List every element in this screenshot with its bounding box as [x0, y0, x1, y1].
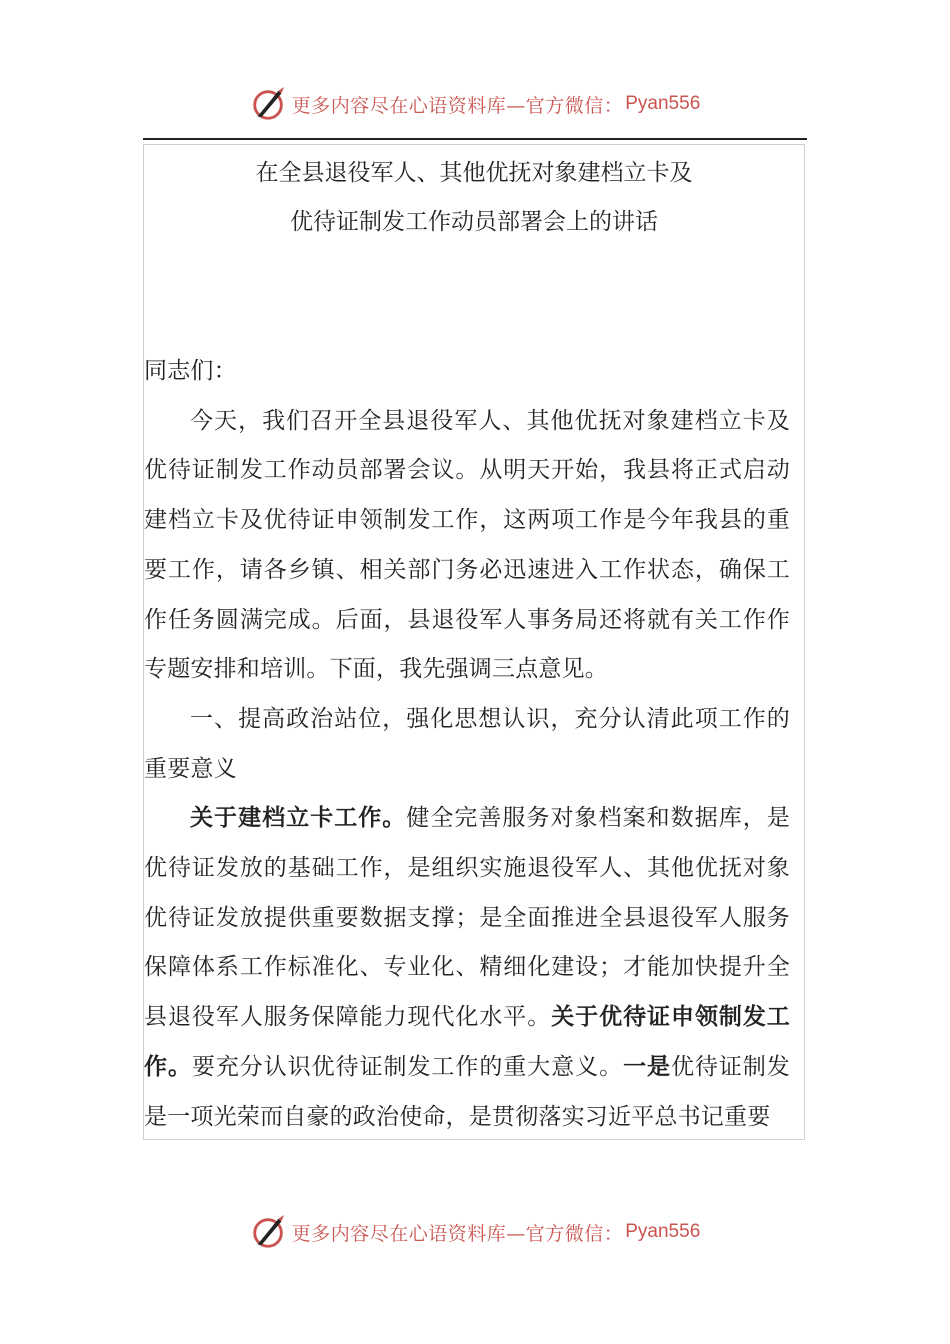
bold-lead-archive: 关于建档立卡工作。	[190, 805, 407, 832]
document-title-line-2: 优待证制发工作动员部署会上的讲话	[290, 209, 658, 235]
watermark-header	[0, 82, 950, 126]
paragraph-archive	[144, 794, 790, 1140]
section-heading-1: 一、提高政治站位，强化思想认识，充分认清此项工作的重要意义	[144, 705, 790, 782]
bold-lead-first: 一是	[623, 1053, 671, 1080]
document-title-line-1: 在全县退役军人、其他优抚对象建档立卡及	[255, 160, 693, 186]
quill-logo-icon	[250, 85, 288, 123]
paragraph-archive-text: 健全完善服务对象档案和数据库，是优待证发放的基础工作，是组织实施退役军人、其他优抚对象优待证发放提供重要数据支撑；是全面推进全县退役军人服务保障体系工作标准化、专业化、精细化建设；才能加快提升全县退役军人服务保障能力现代化水平。	[144, 805, 790, 1031]
paragraph-certificate-text: 要充分认识优待证制发工作的重大意义。	[191, 1053, 624, 1080]
paragraph-first-text: 优待证制发是一项光荣而自豪的政治使命，是贯彻落实习近平总书记重要	[144, 1053, 790, 1130]
paragraph-intro: 今天，我们召开全县退役军人、其他优抚对象建档立卡及优待证制发工作动员部署会议。从明天开始，我县将正式启动建档立卡及优待证申领制发工作，这两项工作是今年我县的重要工作，请各乡镇、相关部门务必迅速进入工作状态，确保工作任务圆满完成。后面，县退役军人事务局还将就有关工作作专题安排和培训。下面，我先强调三点意见。	[144, 407, 790, 683]
header-divider	[143, 138, 807, 140]
watermark-text: 更多内容尽在心语资料库—官方微信：	[291, 94, 624, 117]
watermark-text: 更多内容尽在心语资料库—官方微信：	[291, 1222, 624, 1245]
watermark-wechat-id: Pyan556	[625, 1221, 701, 1242]
bold-lead-certificate: 关于优待证申领制发工作。	[144, 1004, 791, 1080]
quill-logo-icon	[250, 1213, 288, 1251]
watermark-wechat-id: Pyan556	[625, 93, 701, 114]
document-body	[144, 347, 790, 1140]
salutation: 同志们：	[144, 358, 237, 384]
document-page	[143, 144, 805, 1140]
watermark-footer	[0, 1210, 950, 1254]
